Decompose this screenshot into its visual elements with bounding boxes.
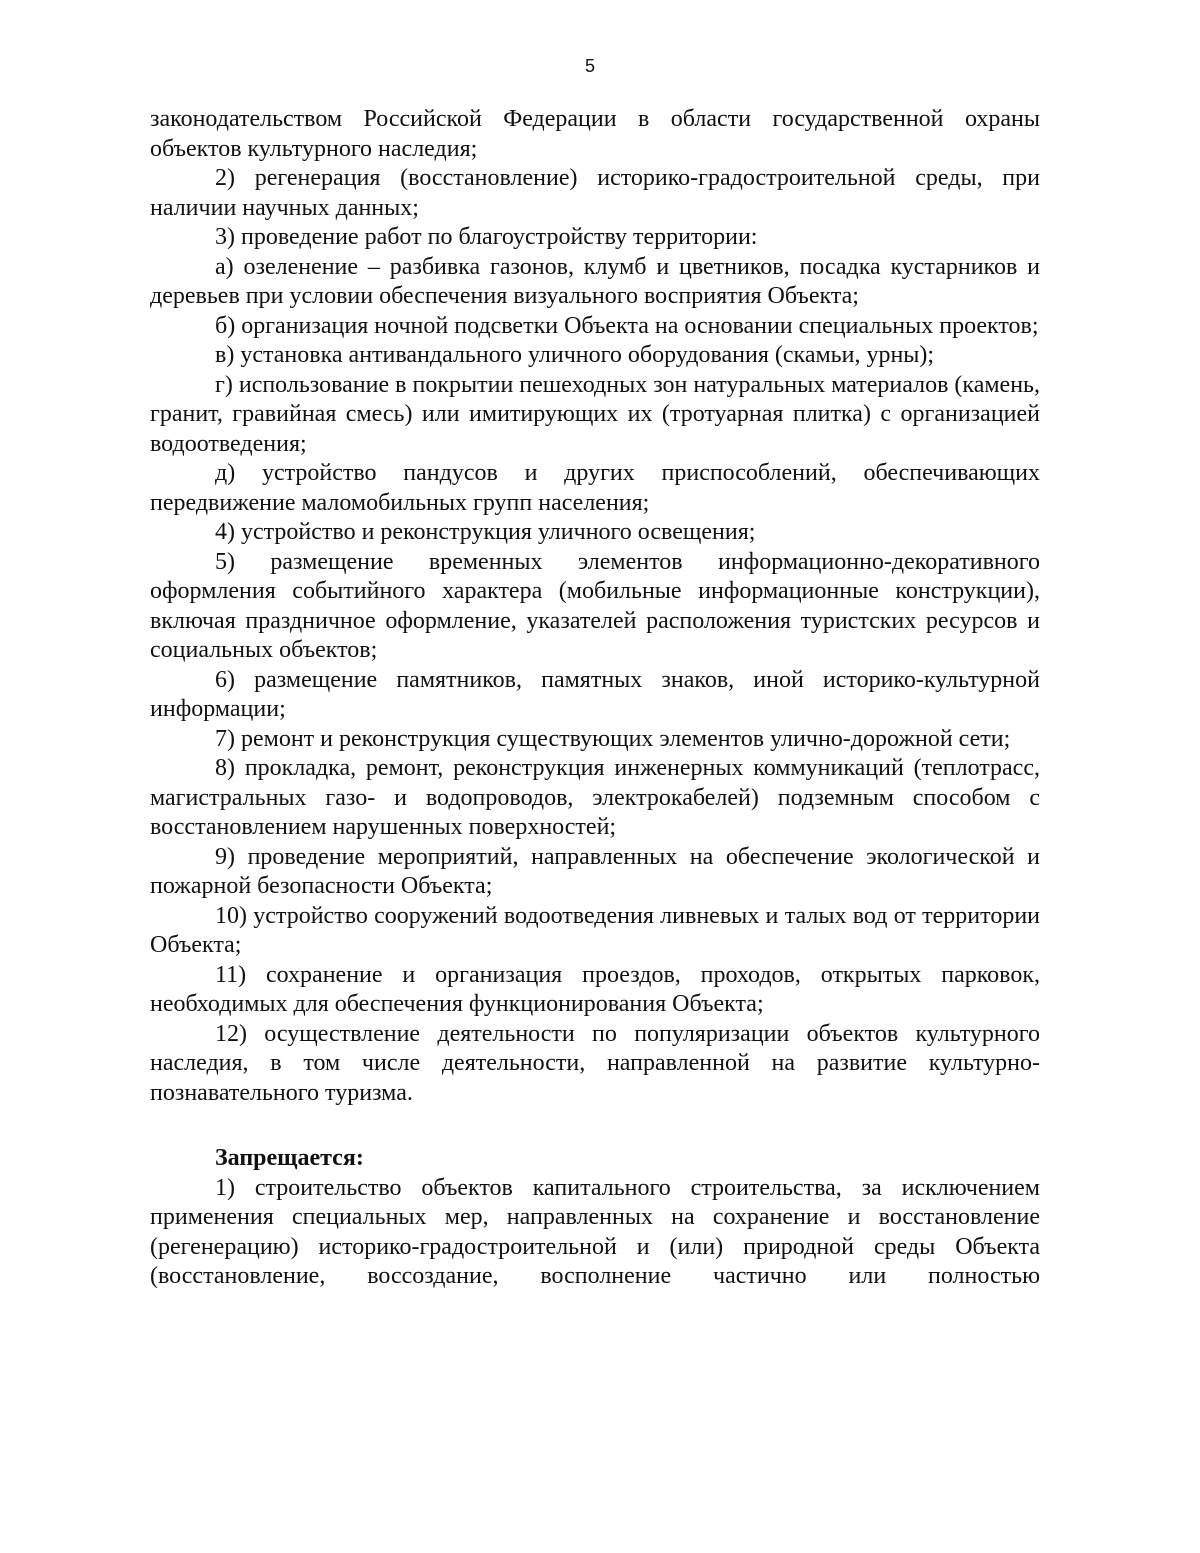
prohibited-item-1: 1) строительство объектов капитального строительства, за исключением применения специальных мер, направленных на сохранение и восстановление (регенерацию) историко-градостроительной и (или) природной среды Объекта (восстановление, воссоздание, восполнение частично или полностью	[150, 1174, 1040, 1289]
paragraph-item-2: 2) регенерация (восстановление) историко-градостроительной среды, при наличии научных данных;	[150, 165, 1040, 221]
paragraph-continuation: законодательством Российской Федерации в области государственной охраны объектов культурного наследия;	[150, 106, 1040, 162]
paragraph-item-3d: д) устройство пандусов и других приспособлений, обеспечивающих передвижение маломобильных групп населения;	[150, 460, 1040, 516]
paragraph-item-3v: в) установка антивандального уличного оборудования (скамьи, урны);	[215, 342, 935, 368]
paragraph-item-3a: а) озеленение – разбивка газонов, клумб и цветников, посадка кустарников и деревьев при условии обеспечения визуального восприятия Объекта;	[150, 253, 1040, 309]
paragraph-item-10: 10) устройство сооружений водоотведения ливневых и талых вод от территории Объекта;	[150, 902, 1040, 958]
paragraph-item-4: 4) устройство и реконструкция уличного освещения;	[215, 519, 756, 545]
paragraph-item-11: 11) сохранение и организация проездов, проходов, открытых парковок, необходимых для обеспечения функционирования Объекта;	[150, 961, 1040, 1017]
paragraph-item-7: 7) ремонт и реконструкция существующих элементов улично-дорожной сети;	[215, 725, 1011, 752]
paragraph-item-8: 8) прокладка, ремонт, реконструкция инженерных коммуникаций (теплотрасс, магистральных газо- и водопроводов, электрокабелей) подземным способом с восстановлением нарушенных поверхностей;	[150, 755, 1040, 840]
prohibited-heading: Запрещается:	[215, 1145, 364, 1171]
paragraph-item-5: 5) размещение временных элементов информационно-декоративного оформления событийного характера (мобильные информационные конструкции), включая праздничное оформление, указателей расположения туристских ресурсов и социальных объектов;	[150, 548, 1040, 663]
paragraph-item-9: 9) проведение мероприятий, направленных на обеспечение экологической и пожарной безопасности Объекта;	[150, 843, 1040, 899]
paragraph-item-6: 6) размещение памятников, памятных знаков, иной историко-культурной информации;	[150, 666, 1040, 722]
paragraph-item-3: 3) проведение работ по благоустройству территории:	[215, 224, 758, 250]
paragraph-item-3b: б) организация ночной подсветки Объекта на основании специальных проектов;	[215, 312, 1039, 339]
document-body	[150, 105, 1040, 1292]
paragraph-item-3g: г) использование в покрытии пешеходных зон натуральных материалов (камень, гранит, гравийная смесь) или имитирующих их (тротуарная плитка) с организацией водоотведения;	[150, 371, 1040, 457]
paragraph-item-12: 12) осуществление деятельности по популяризации объектов культурного наследия, в том числе деятельности, направленной на развитие культурно-познавательного туризма.	[150, 1020, 1040, 1106]
page-number: 5	[584, 56, 595, 76]
